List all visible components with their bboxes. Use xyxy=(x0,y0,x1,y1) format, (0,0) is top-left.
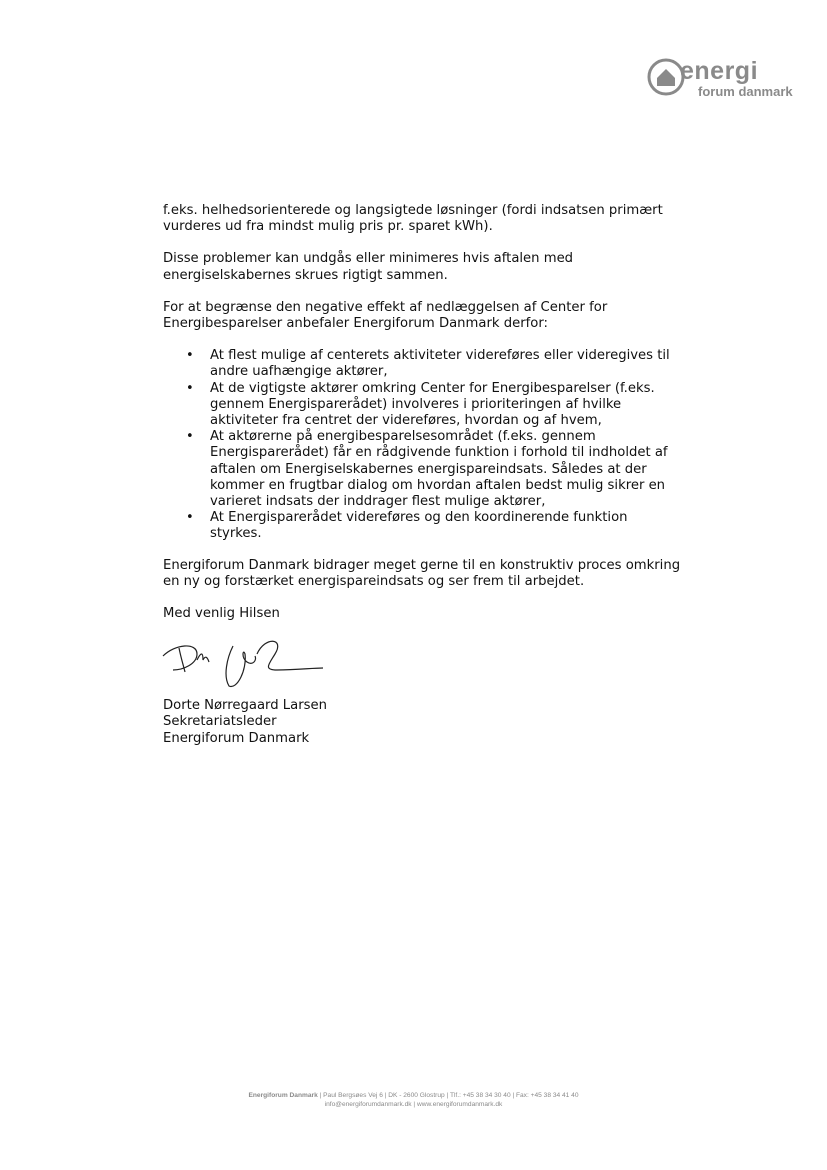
signature-block xyxy=(163,698,683,747)
letter-body xyxy=(163,203,683,747)
list-item: • At flest mulige af centerets aktiviteter videreføres eller videregives til andre uafhængige aktører, xyxy=(186,348,670,380)
signer-organization: Energiforum Danmark xyxy=(163,730,310,746)
signer-name: Dorte Nørregaard Larsen xyxy=(163,698,327,714)
footer-org: Energiforum Danmark xyxy=(248,1092,318,1099)
bullet-icon: • xyxy=(186,429,194,445)
signer-title: Sekretariatsleder xyxy=(163,714,277,730)
logo-word-forum-danmark: forum danmark xyxy=(698,84,793,99)
greeting: Med venlig Hilsen xyxy=(163,606,280,622)
recommendation-list xyxy=(163,348,683,542)
footer-address: | Paul Bergsøes Vej 6 | DK - 2600 Glostrup | Tlf.: +45 38 34 30 40 | Fax: +45 38 34 41 40 xyxy=(317,1092,579,1099)
list-item: • At aktørerne på energibesparelsesområdet (f.eks. gennem Energisparerådet) får en rådgivende funktion i forhold til indholdet af aftalen om Energiselskabernes energispareindsats. Således at der kommer en frugtbar dialog om hvordan aftalen bedst mulig sikrer en varieret indsats der inddrager flest mulige aktører, xyxy=(186,429,668,510)
logo-word-energi: energi xyxy=(680,57,759,85)
bullet-icon: • xyxy=(186,510,194,526)
handwritten-signature xyxy=(157,630,327,692)
paragraph-2: Disse problemer kan undgås eller minimeres hvis aftalen med energiselskabernes skrues rigtigt sammen. xyxy=(163,251,574,283)
footer-line-2: info@energiforumdanmark.dk | www.energiforumdanmark.dk xyxy=(324,1101,503,1108)
page-footer xyxy=(0,1091,827,1109)
paragraph-3: For at begrænse den negative effekt af nedlæggelsen af Center for Energibesparelser anbefaler Energiforum Danmark derfor: xyxy=(163,299,608,332)
paragraph-1: f.eks. helhedsorienterede og langsigtede løsninger (fordi indsatsen primært vurderes ud fra mindst mulig pris pr. sparet kWh). xyxy=(163,203,663,235)
closing-paragraph: Energiforum Danmark bidrager meget gerne til en konstruktiv proces omkring en ny og forstærket energispareindsats og ser frem til arbejdet. xyxy=(163,557,681,589)
bullet-icon: • xyxy=(186,348,194,364)
list-item: • At Energisparerådet videreføres og den koordinerende funktion styrkes. xyxy=(186,510,628,542)
footer-line-1 xyxy=(0,1091,827,1100)
logo xyxy=(646,55,796,105)
bullet-icon: • xyxy=(186,380,194,396)
list-item: • At de vigtigste aktører omkring Center for Energibesparelser (f.eks. gennem Energisparerådet) involveres i prioriteringen af hvilke aktiviteter fra centret der videreføres, hvordan og af hvem, xyxy=(186,380,655,429)
